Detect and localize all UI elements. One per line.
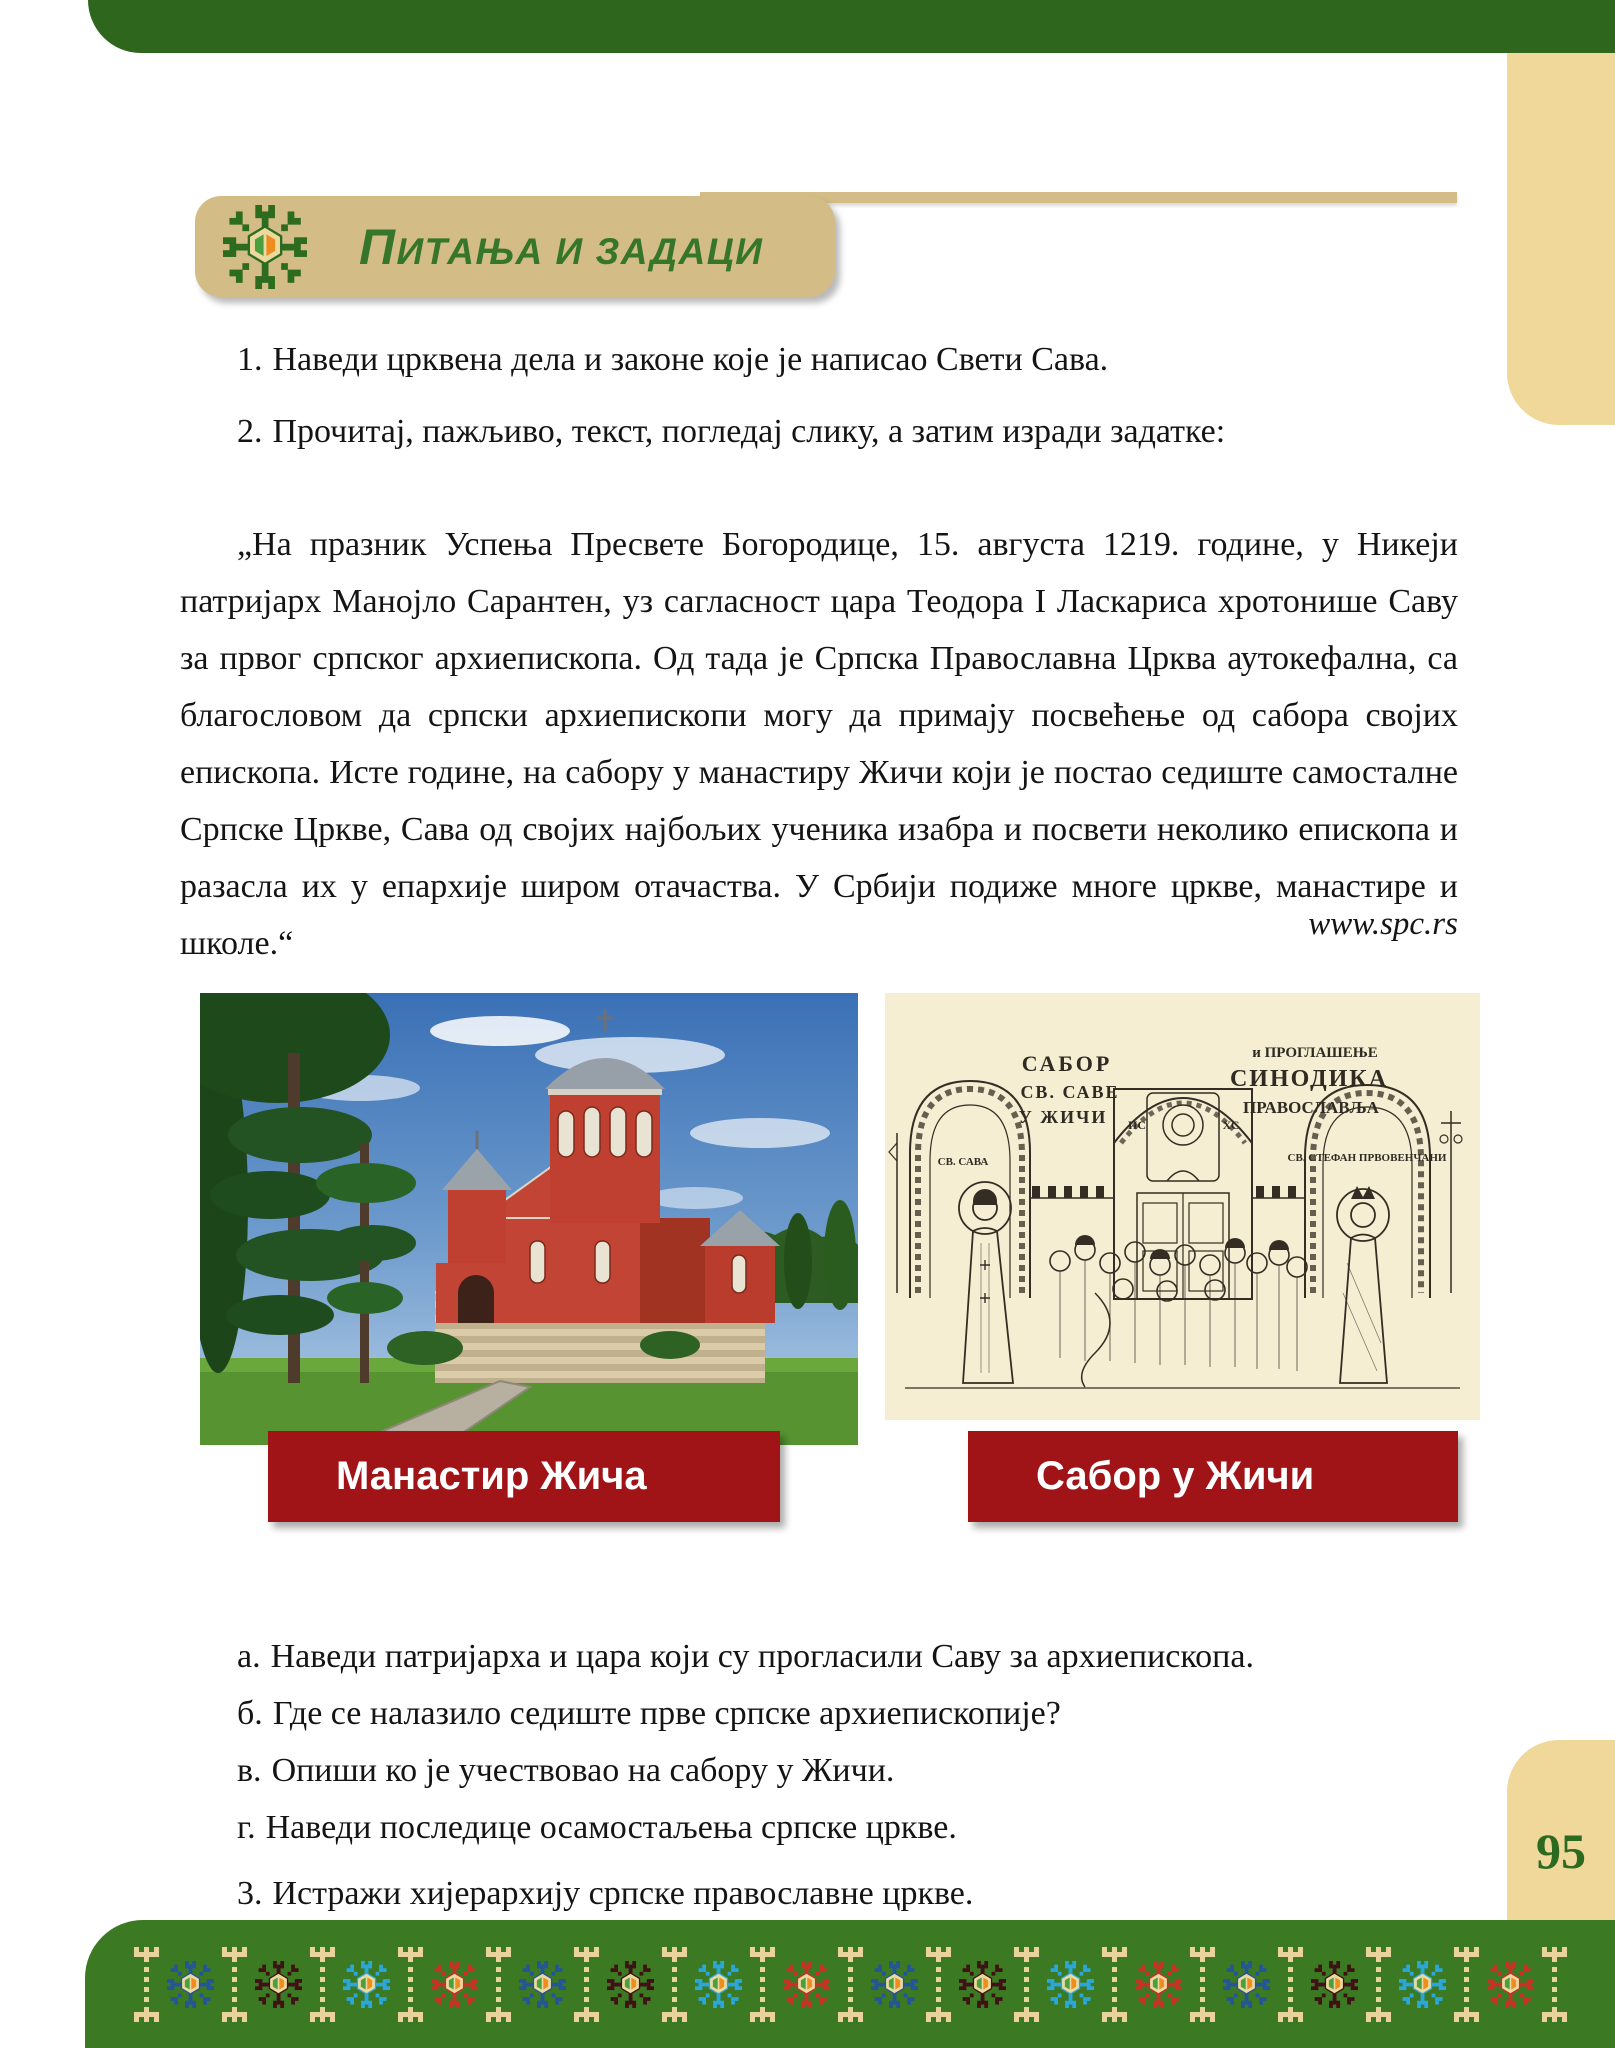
label-sv-stefan: СВ. СТЕФАН ПРВОВЕНЧАНИ: [1287, 1152, 1447, 1164]
label-pravoslavlja: ПРАВОСЛАВЉА: [1243, 1098, 1379, 1117]
task-item-1: [180, 338, 1458, 382]
zica-monastery-photo: [200, 993, 858, 1445]
sabor-drawing-scene: [885, 993, 1480, 1420]
caption-text: Сабор у Жичи: [1036, 1454, 1315, 1498]
section-banner: [195, 196, 835, 297]
task-text: Прочитај, пажљиво, текст, погледај слику, а затим изради задатке:: [272, 413, 1226, 450]
caption-text: Манастир Жича: [336, 1454, 647, 1498]
subtask-b: б. Где се налазило седиште прве српске архиепископије?: [237, 1695, 1061, 1732]
label-hs: ХС: [1222, 1118, 1240, 1132]
quote-paragraph: „На празник Успења Пресвете Богородице, 15. августа 1219. године, у Никеји патријарх Манојло Сарантен, уз сагласност цара Теодора I Ласкариса хротонише Саву за првог српског архиепископа. Од тада је Српска Православна Црква аутокефална, са благословом да српски архиепископи могу да примају посвећење од сабора својих епископа. Исте године, на сабору у манастиру Жичи који је постао седиште самосталне Српске Цркве, Сава од својих најбољих ученика изабра и посвети неколико епископа и разасла их у епархије широм отачаства. У Србији подиже многе цркве, манастире и школе.“: [180, 526, 1458, 962]
task-item-3: 3. Истражи хијерархију српске православне цркве.: [237, 1875, 974, 1912]
task-text: Наведи црквена дела и законе које је написао Свети Сава.: [272, 341, 1109, 378]
label-sv-sava: СВ. САВА: [937, 1156, 989, 1168]
caption-manastir-zica: [268, 1431, 780, 1522]
zica-photo-scene: [200, 993, 858, 1445]
subtask-a: а. Наведи патријарха и цара који су прогласили Саву за архиепископа.: [237, 1638, 1254, 1675]
label-u-zici: У ЖИЧИ: [1018, 1107, 1108, 1127]
label-proglasenje: и ПРОГЛАШЕЊЕ: [1252, 1045, 1378, 1061]
footer-ornament-band: [85, 1920, 1615, 2048]
folk-ornament-icon: [223, 205, 307, 289]
label-sabor: САБОР: [1021, 1051, 1113, 1076]
subtask-g: г. Наведи последице осамостаљења српске цркве.: [237, 1809, 957, 1846]
subtask-v: в. Опиши ко је учествовао на сабору у Жичи.: [237, 1752, 895, 1789]
caption-sabor-u-zici: [968, 1431, 1458, 1522]
page-number: 95: [1536, 1823, 1586, 1879]
folk-pattern-row: [85, 1920, 1615, 2048]
quote-source: www.spc.rs: [1308, 906, 1458, 942]
label-sv-save: СВ. САВЕ: [1020, 1082, 1120, 1102]
label-is: ИС: [1128, 1118, 1146, 1132]
task-number: 1.: [237, 341, 263, 378]
task-item-2: [180, 410, 1458, 454]
section-title: ПИТАЊА И ЗАДАЦИ: [359, 218, 764, 275]
right-edge-tab-top: [1507, 53, 1615, 425]
label-sinodika: СИНОДИКА: [1229, 1066, 1389, 1092]
task-number: 2.: [237, 413, 263, 450]
top-green-bar: [88, 0, 1615, 53]
sabor-u-zici-drawing: [885, 993, 1480, 1420]
